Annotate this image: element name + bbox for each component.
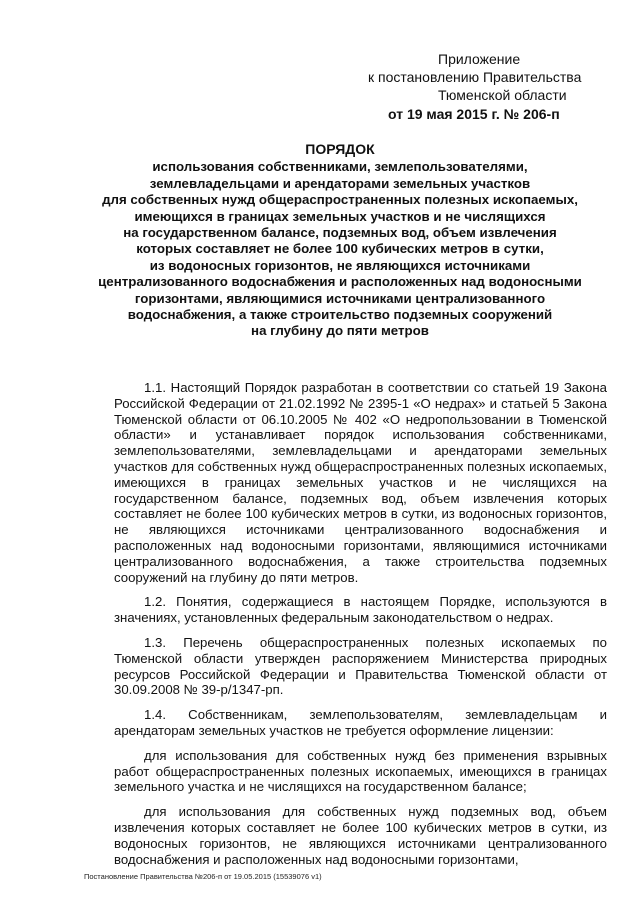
- appendix-header: [360, 50, 610, 123]
- appendix-resolution-ref: к постановлению Правительства: [368, 69, 582, 85]
- title-line: для собственных нужд общераспространенных полезных ископаемых,: [102, 192, 578, 208]
- title-line: на глубину до пяти метров: [251, 323, 429, 339]
- title-line: использования собственниками, землепользователями,: [152, 159, 528, 175]
- paragraph-1-2: 1.2. Понятия, содержащиеся в настоящем Порядке, используются в значениях, установленных федеральным законодательством о недрах.: [114, 594, 607, 626]
- title-line: которых составляет не более 100 кубических метров в сутки,: [136, 241, 544, 257]
- paragraph-1-1: 1.1. Настоящий Порядок разработан в соответствии со статьей 19 Закона Российской Федерации от 21.02.1992 № 2395-1 «О недрах» и статьей 5 Закона Тюменской области от 06.10.2005 № 402 «О недропользовании в Тюменской области» и устанавливает порядок использования собственниками, землепользователями, землевладельцами и арендаторами земельных участков для собственных нужд общераспространенных полезных ископаемых, имеющихся в границах земельных участков и не числящихся на государственном балансе, подземных вод, объем извлечения которых составляет не более 100 кубических метров в сутки, из водоносных горизонтов, не являющихся источниками централизованного водоснабжения и расположенных над водоносными горизонтами, являющимися источниками централизованного водоснабжения, а также строительства подземных сооружений на глубину до пяти метров.: [114, 380, 607, 585]
- title-line: из водоносных горизонтов, не являющихся источниками: [149, 257, 531, 273]
- appendix-region: Тюменской области: [438, 87, 567, 103]
- title-line: на государственном балансе, подземных вод, объем извлечения: [123, 225, 557, 241]
- title-line: землевладельцами и арендаторами земельных участков: [149, 175, 531, 191]
- title-line: водоснабжения, а также строительство подземных сооружений: [127, 307, 553, 323]
- title-line: имеющихся в границах земельных участков и не числящихся: [134, 208, 546, 224]
- paragraph-1-3: 1.3. Перечень общераспространенных полезных ископаемых по Тюменской области утвержден распоряжением Министерства природных ресурсов Российской Федерации и Правительства Тюменской области от 30.09.2008 № 39-р/1347-рп.: [114, 634, 607, 698]
- paragraph-1-4: 1.4. Собственникам, землепользователям, землевладельцам и арендаторам земельных участков не требуется оформление лицензии:: [114, 707, 607, 738]
- title-line: горизонтами, являющимися источниками централизованного: [134, 290, 546, 306]
- appendix-label: Приложение: [438, 51, 521, 67]
- paragraph-minerals: для использования для собственных нужд без применения взрывных работ общераспространенных полезных ископаемых, имеющихся в границах земельного участка и не числящихся на государственном балансе;: [114, 747, 607, 795]
- page-footer: Постановление Правительства №206-п от 19.05.2015 (15539076 v1): [84, 872, 322, 881]
- title-main: ПОРЯДОК: [305, 141, 375, 157]
- document-body: [114, 380, 607, 876]
- document-title: [80, 141, 600, 340]
- title-line: централизованного водоснабжения и расположенных над водоносными: [98, 274, 582, 290]
- paragraph-groundwater: для использования для собственных нужд подземных вод, объем извлечения которых составляет не более 100 кубических метров в сутки, из водоносных горизонтов, не являющихся источниками централизованного водоснабжения и расположенных над водоносными горизонтами,: [114, 804, 607, 867]
- appendix-date-number: от 19 мая 2015 г. № 206-п: [388, 106, 560, 122]
